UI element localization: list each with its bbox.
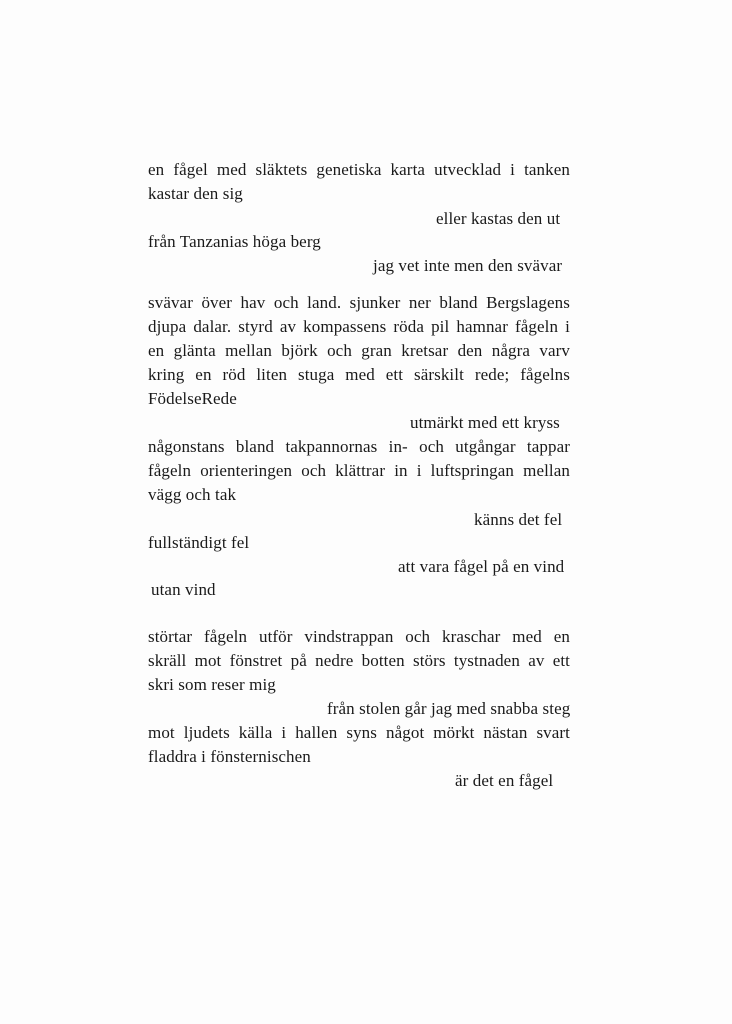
poem-line: någonstans bland takpannornas in- och utgångar tappar <box>148 437 570 456</box>
poem-line: utan vind <box>151 580 216 599</box>
poem-line: är det en fågel <box>455 771 554 790</box>
poem-line: jag vet inte men den svävar <box>373 256 563 275</box>
poem-line: kring en röd liten stuga med ett särskilt rede; fågelns <box>148 365 570 384</box>
poem-line: fullständigt fel <box>148 533 250 552</box>
poem-line: svävar över hav och land. sjunker ner bland Bergslagens <box>148 293 570 312</box>
poem-line: vägg och tak <box>148 485 237 504</box>
poem-line: kastar den sig <box>148 184 243 203</box>
poem-line: en fågel med släktets genetiska karta utvecklad i tanken <box>148 160 570 179</box>
poem-line: att vara fågel på en vind <box>398 557 565 576</box>
poem-line: fågeln orienteringen och klättrar in i luftspringan mellan <box>148 461 570 480</box>
poem-line: djupa dalar. styrd av kompassens röda pil hamnar fågeln i <box>148 317 570 336</box>
poem-line: skri som reser mig <box>148 675 276 694</box>
poem-line: skräll mot fönstret på nedre botten störs tystnaden av ett <box>148 651 570 670</box>
poem-line: fladdra i fönsternischen <box>148 747 311 766</box>
poem-line: mot ljudets källa i hallen syns något mörkt nästan svart <box>148 723 570 742</box>
poem-line: en glänta mellan björk och gran kretsar den några varv <box>148 341 570 360</box>
poem-line: känns det fel <box>474 510 563 529</box>
poem-line: från stolen går jag med snabba steg <box>327 699 571 718</box>
poem-line: från Tanzanias höga berg <box>148 232 321 251</box>
poem-line: utmärkt med ett kryss <box>410 413 560 432</box>
poem-line: eller kastas den ut <box>436 209 561 228</box>
poem-line: FödelseRede <box>148 389 237 408</box>
poem-line: störtar fågeln utför vindstrappan och kraschar med en <box>148 627 570 646</box>
